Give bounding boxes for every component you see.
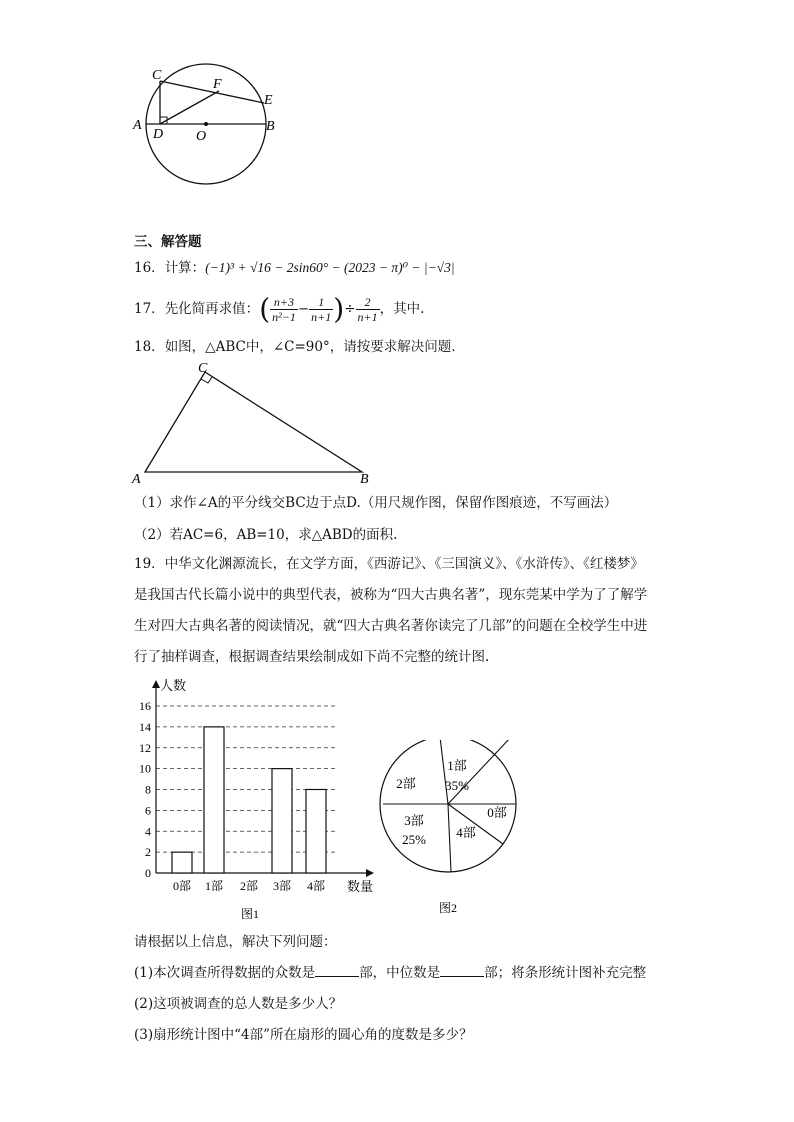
question-number: 19． [134, 556, 165, 572]
fraction-2: $\frac{1}{n+1}$ [311, 295, 332, 324]
question-18-text: 如图，△ABC中，∠C=90°，请按要求解决问题. [164, 339, 456, 355]
segment-ce [160, 81, 264, 103]
x-tick-label: 2部 [239, 879, 259, 893]
chart-caption: 图1 [240, 907, 260, 921]
question-19-sub-3: (3)扇形统计图中“4部”所在扇形的圆心角的度数是多少？ [134, 1027, 473, 1043]
y-tick-label: 0 [145, 866, 151, 880]
pie-slice-percent: 35% [445, 778, 469, 793]
bar [172, 852, 192, 873]
segment-df [160, 91, 219, 124]
question-19-text: 中华文化渊源流长，在文学方面，《西游记》、《三国演义》、《水浒传》、《红楼梦》是我国古代长篇小说中的典型代表，被称为“四大古典名著”，现东莞某中学为了了解学生对四大古典名著的阅读情况，就“四大古典名著你读完了几部”的问题在全校学生中进行了抽样调查，根据调查结果绘制成如下尚不完整的统计图. [134, 556, 648, 665]
paren-close: ) [333, 292, 345, 326]
median-blank[interactable] [440, 964, 484, 977]
label-e: E [264, 93, 273, 108]
question-19-instruction: 请根据以上信息，解决下列问题： [134, 934, 337, 950]
pie-slice-label: 4部 [456, 825, 476, 840]
question-number: 17． [134, 301, 165, 317]
pie-slice-label: 0部 [487, 805, 507, 820]
question-16 [134, 259, 455, 277]
circle-figure [125, 60, 295, 195]
divide-sign: ÷ [344, 301, 356, 317]
bar [204, 727, 224, 873]
fraction-1: $\frac{n+3}{\text{n²−1}}$ [272, 295, 296, 324]
x-tick-label: 0部 [172, 879, 192, 893]
question-17 [134, 292, 424, 326]
x-axis-label: 数量 [347, 879, 374, 894]
label-f: F [213, 77, 222, 92]
bar [272, 769, 292, 873]
y-axis-arrow [152, 680, 160, 688]
pie-chart [370, 740, 520, 920]
question-16-expression: (−1)³ + √16 − 2sin60° − (2023 − π)⁰ − |−√3| [205, 260, 455, 275]
right-angle-mark [201, 377, 212, 383]
question-19 [134, 549, 654, 673]
label-c: C [198, 361, 208, 376]
minus-sign: − [297, 301, 310, 317]
y-tick-label: 14 [139, 719, 151, 734]
label-d: D [153, 127, 164, 142]
pie-slice-label: 2部 [396, 776, 416, 791]
sub-1-part-c: 部；将条形统计图补充完整 [484, 965, 647, 981]
y-tick-label: 4 [145, 824, 151, 839]
bar-chart [128, 672, 388, 922]
label-b: B [266, 119, 275, 134]
y-tick-label: 10 [139, 761, 151, 776]
question-lead: 计算： [164, 260, 206, 276]
label-b: B [360, 472, 369, 485]
y-tick-label: 6 [145, 803, 151, 818]
x-tick-label: 4部 [306, 879, 326, 893]
question-19-sub-2: (2)这项被调查的总人数是多少人？ [134, 996, 343, 1012]
y-tick-label: 16 [139, 699, 151, 713]
label-c: C [152, 68, 162, 83]
x-tick-label: 3部 [272, 879, 292, 893]
triangle-abc [145, 372, 362, 472]
chart-caption: 图2 [438, 901, 458, 915]
question-18 [134, 338, 456, 356]
question-lead: 先化简再求值： [164, 301, 260, 317]
label-o: O [196, 129, 207, 144]
question-18-part-1: （1）求作∠A的平分线交BC边于点D.（用尺规作图，保留作图痕迹，不写画法） [134, 495, 618, 511]
question-19-sub-1 [134, 964, 646, 982]
pie-slice-label: 1部 [447, 758, 467, 773]
question-tail: ，其中. [379, 301, 425, 317]
bar [306, 790, 326, 874]
x-tick-label: 1部 [204, 879, 224, 893]
sub-1-part-b: 部，中位数是 [359, 965, 441, 981]
y-tick-label: 8 [145, 782, 151, 797]
mode-blank[interactable] [315, 964, 359, 977]
y-axis-label: 人数 [160, 678, 187, 693]
label-a: A [132, 472, 141, 485]
question-number: 16． [134, 260, 165, 276]
pie-slice-percent: 25% [402, 832, 426, 847]
section-heading: 三、解答题 [134, 234, 202, 250]
y-tick-label: 12 [139, 740, 151, 755]
question-18-part-2: （2）若AC=6，AB=10，求△ABD的面积. [134, 527, 398, 543]
sub-1-part-a: (1)本次调查所得数据的众数是 [134, 965, 316, 981]
y-tick-label: 2 [145, 845, 151, 860]
question-number: 18． [134, 339, 165, 355]
pie-slice-label: 3部 [404, 813, 424, 828]
label-a: A [133, 118, 142, 133]
center-dot [204, 122, 208, 126]
triangle-figure [128, 360, 378, 485]
fraction-3: $\frac{2}{n+1}$ [357, 295, 378, 324]
paren-open: ( [259, 292, 271, 326]
